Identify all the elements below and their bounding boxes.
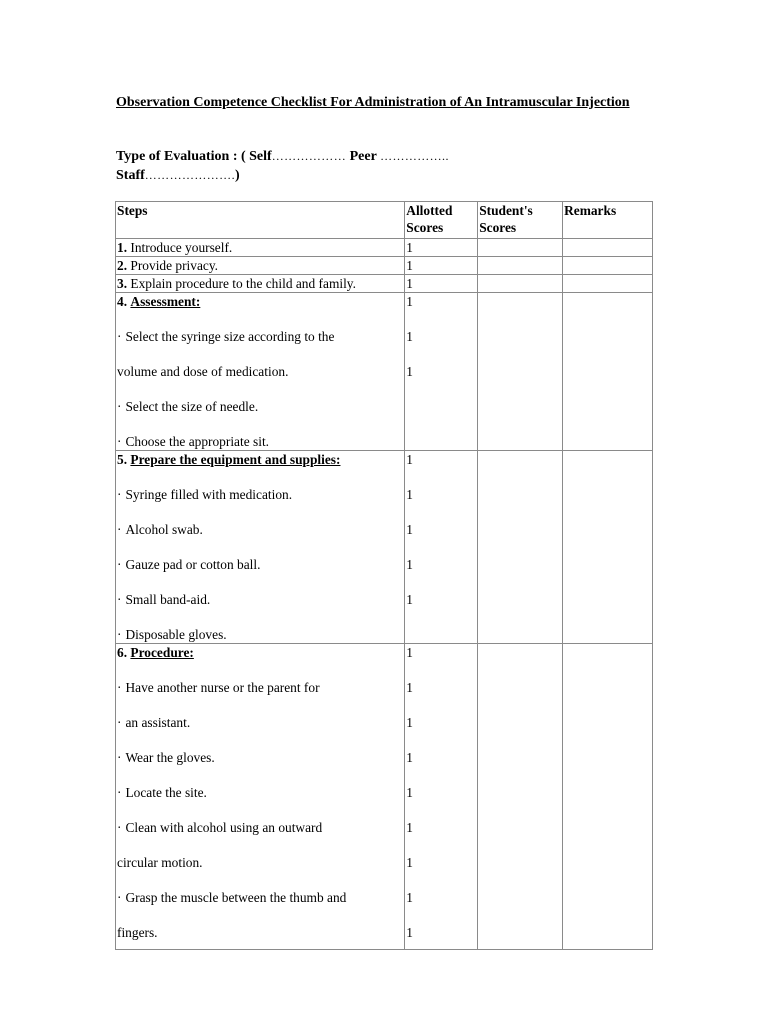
list-item: · Gauze pad or cotton ball. xyxy=(117,557,261,572)
table-row-assessment xyxy=(116,293,653,451)
remarks-cell[interactable] xyxy=(563,293,653,451)
list-item: · Small band-aid. xyxy=(117,592,211,607)
list-item: · Alcohol swab. xyxy=(117,522,203,537)
list-item: · Locate the site. xyxy=(117,785,207,800)
list-item: · an assistant. xyxy=(117,715,191,730)
table-row xyxy=(116,239,653,257)
remarks-cell[interactable] xyxy=(563,451,653,644)
bullet-icon: · xyxy=(117,680,122,695)
score-value: 1 xyxy=(406,294,413,309)
header-steps: Steps xyxy=(116,202,405,239)
score-value: 1 xyxy=(406,890,413,905)
score-value: 1 xyxy=(406,680,413,695)
step-text: Introduce yourself. xyxy=(127,240,233,255)
list-item: · Have another nurse or the parent for xyxy=(117,680,320,695)
step-number: 1. xyxy=(117,240,128,255)
step-cell xyxy=(116,257,405,275)
table-row-procedure xyxy=(116,644,653,950)
bullet-icon: · xyxy=(117,557,122,572)
student-score-cell[interactable] xyxy=(478,239,563,257)
bullet-icon: · xyxy=(117,785,122,800)
bullet-icon: · xyxy=(117,715,122,730)
step-number: 2. xyxy=(117,258,128,273)
table-row-equipment xyxy=(116,451,653,644)
student-score-cell[interactable] xyxy=(478,644,563,950)
header-remarks: Remarks xyxy=(563,202,653,239)
score-value: 1 xyxy=(406,452,413,467)
list-item: · Choose the appropriate sit. xyxy=(117,434,270,449)
remarks-cell[interactable] xyxy=(563,644,653,950)
table-row xyxy=(116,275,653,293)
score-value: 1 xyxy=(406,522,413,537)
score-value: 1 xyxy=(406,820,413,835)
step-number: 6. xyxy=(117,645,128,660)
student-score-cell[interactable] xyxy=(478,257,563,275)
checklist-table xyxy=(115,201,653,950)
list-item: · Clean with alcohol using an outward xyxy=(117,820,323,835)
step-text: Explain procedure to the child and family. xyxy=(127,276,356,291)
score-value: 1 xyxy=(406,364,413,379)
list-item: · Wear the gloves. xyxy=(117,750,215,765)
document-title: Observation Competence Checklist For Administration of An Intramuscular Injection xyxy=(116,95,630,110)
score-value: 1 xyxy=(406,785,413,800)
list-item: · Select the size of needle. xyxy=(117,399,259,414)
staff-label: Staff xyxy=(116,168,145,183)
peer-blank: …………….. xyxy=(380,149,449,163)
allotted-score: 1 xyxy=(405,239,478,257)
score-value: 1 xyxy=(406,557,413,572)
list-item: circular motion. xyxy=(117,855,203,870)
bullet-icon: · xyxy=(117,434,122,449)
score-value: 1 xyxy=(406,329,413,344)
step-cell xyxy=(116,293,405,451)
student-score-cell[interactable] xyxy=(478,293,563,451)
list-item: · Syringe filled with medication. xyxy=(117,487,293,502)
allotted-score xyxy=(405,451,478,644)
bullet-icon: · xyxy=(117,329,122,344)
bullet-icon: · xyxy=(117,750,122,765)
step-cell xyxy=(116,275,405,293)
allotted-score: 1 xyxy=(405,275,478,293)
section-title: Assessment: xyxy=(130,294,201,309)
step-number: 4. xyxy=(117,294,128,309)
evaluation-type xyxy=(116,147,656,185)
allotted-score xyxy=(405,293,478,451)
list-item: · Disposable gloves. xyxy=(117,627,227,642)
evaluation-suffix: ) xyxy=(234,168,240,183)
bullet-icon: · xyxy=(117,890,122,905)
staff-blank: …………………. xyxy=(144,168,235,182)
bullet-icon: · xyxy=(117,592,122,607)
header-student-scores: Student's Scores xyxy=(478,202,563,239)
score-value: 1 xyxy=(406,855,413,870)
list-item: · Select the syringe size according to the xyxy=(117,329,335,344)
score-value: 1 xyxy=(406,925,413,940)
allotted-score: 1 xyxy=(405,257,478,275)
header-allotted-scores: Allotted Scores xyxy=(405,202,478,239)
bullet-icon: · xyxy=(117,820,122,835)
list-item: volume and dose of medication. xyxy=(117,364,289,379)
student-score-cell[interactable] xyxy=(478,275,563,293)
remarks-cell[interactable] xyxy=(563,275,653,293)
bullet-icon: · xyxy=(117,399,122,414)
list-item: · Grasp the muscle between the thumb and xyxy=(117,890,347,905)
student-score-cell[interactable] xyxy=(478,451,563,644)
remarks-cell[interactable] xyxy=(563,257,653,275)
step-number: 3. xyxy=(117,276,128,291)
section-title: Prepare the equipment and supplies: xyxy=(130,452,341,467)
score-value: 1 xyxy=(406,645,413,660)
score-value: 1 xyxy=(406,487,413,502)
score-value: 1 xyxy=(406,592,413,607)
step-cell xyxy=(116,644,405,950)
evaluation-prefix: Type of Evaluation : ( Self xyxy=(116,149,272,164)
allotted-score xyxy=(405,644,478,950)
step-text: Provide privacy. xyxy=(127,258,219,273)
bullet-icon: · xyxy=(117,627,122,642)
table-row xyxy=(116,257,653,275)
bullet-icon: · xyxy=(117,487,122,502)
bullet-icon: · xyxy=(117,522,122,537)
step-number: 5. xyxy=(117,452,128,467)
peer-label: Peer xyxy=(346,149,381,164)
step-cell xyxy=(116,239,405,257)
section-title: Procedure: xyxy=(130,645,194,660)
table-header-row xyxy=(116,202,653,239)
list-item: fingers. xyxy=(117,925,158,940)
remarks-cell[interactable] xyxy=(563,239,653,257)
step-cell xyxy=(116,451,405,644)
self-blank: ……………… xyxy=(271,149,347,163)
score-value: 1 xyxy=(406,750,413,765)
score-value: 1 xyxy=(406,715,413,730)
